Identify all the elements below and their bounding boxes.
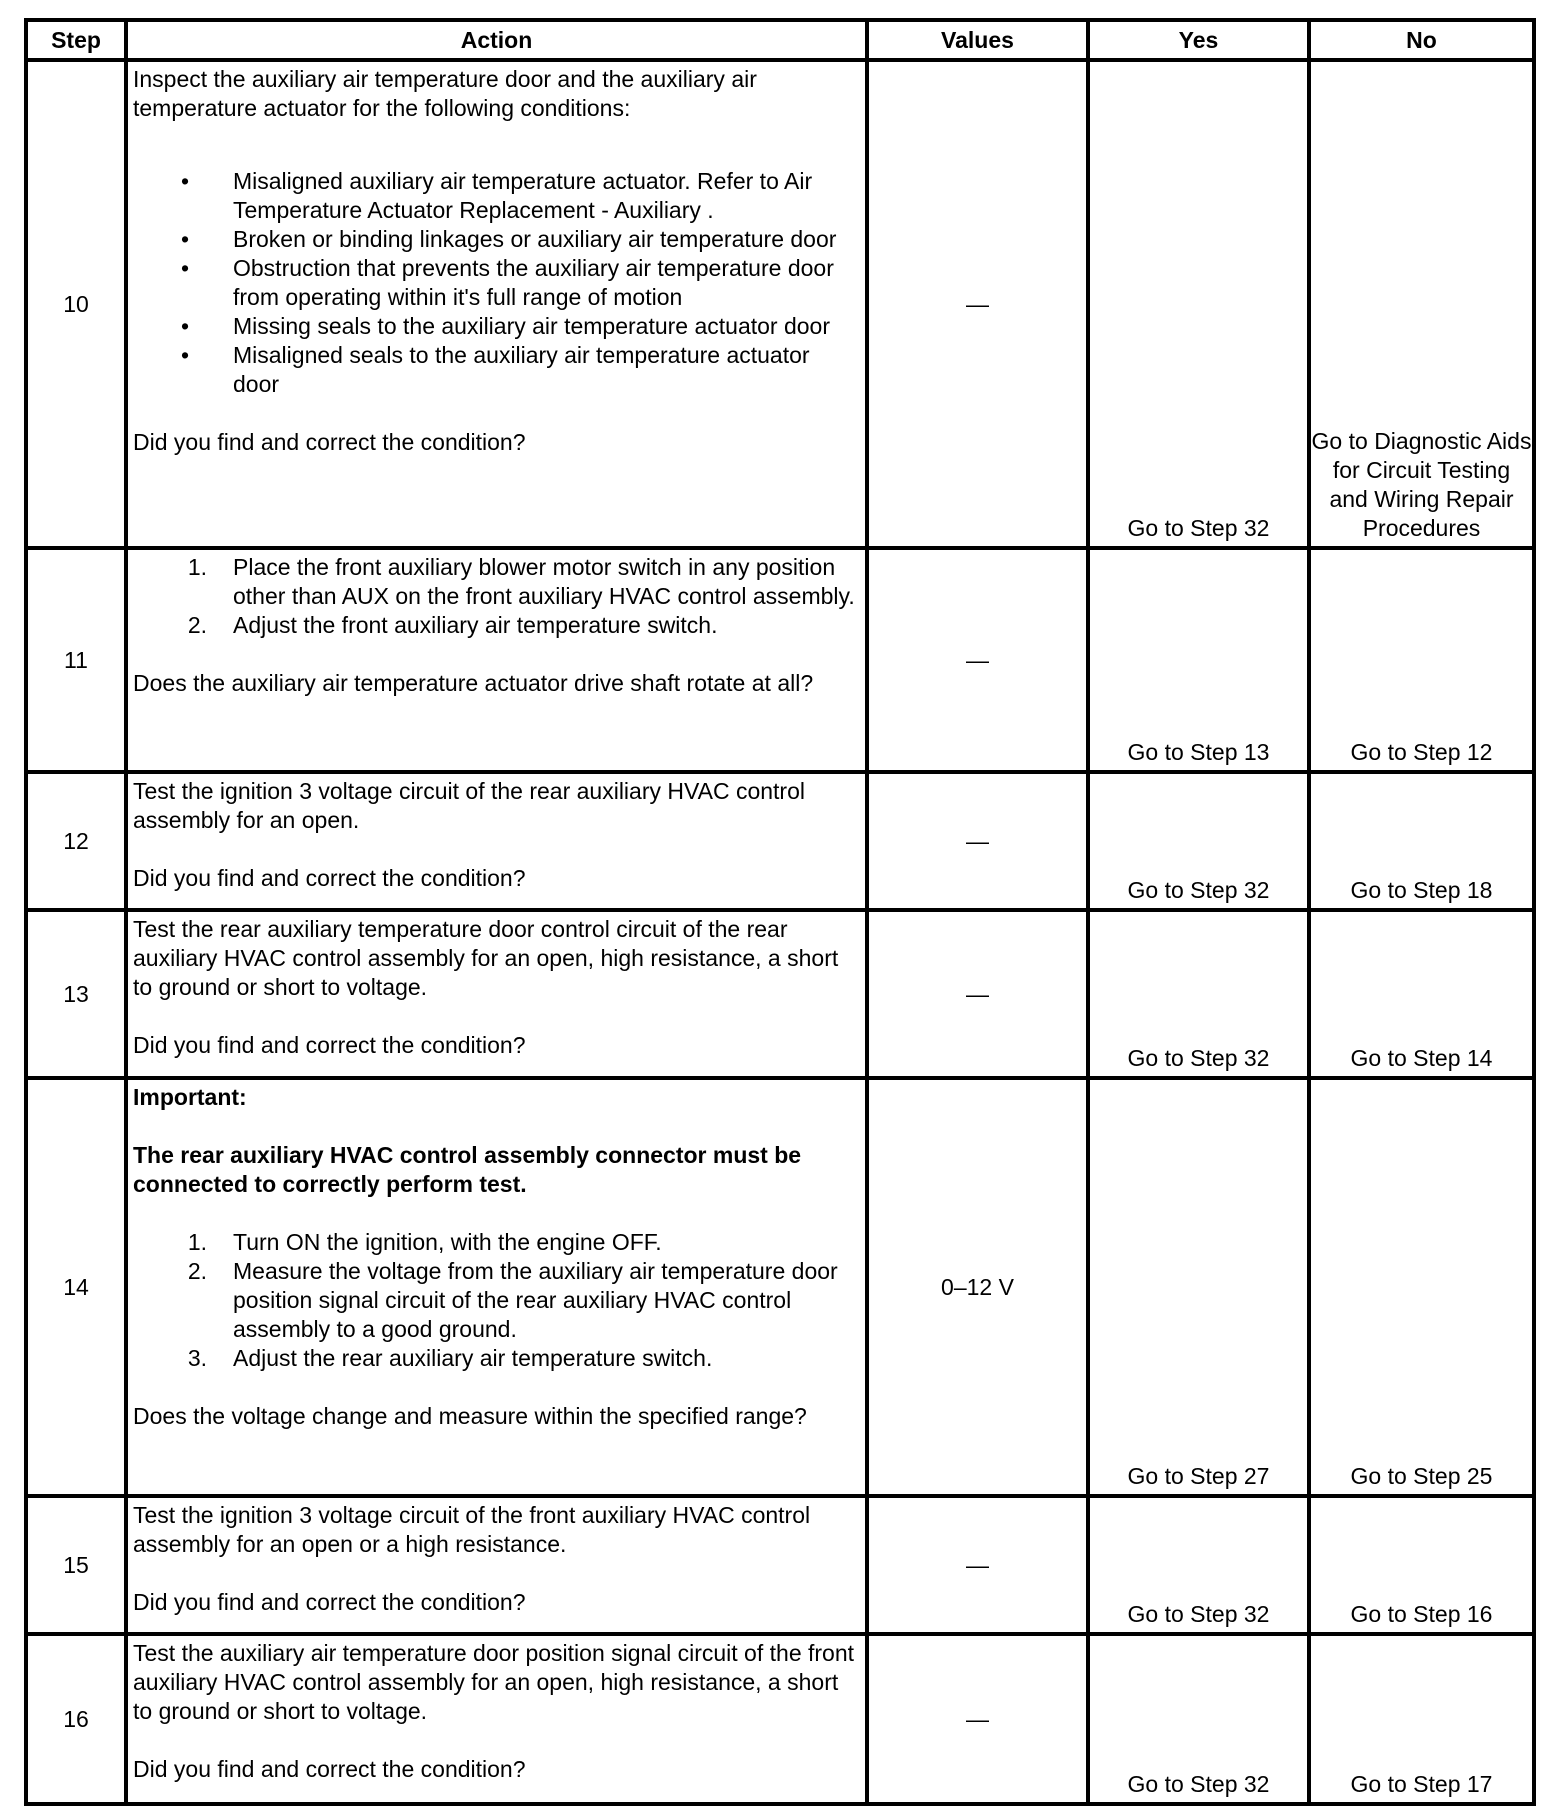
list-item: • Misaligned auxiliary air temperature actuator. Refer to Air Temperature Actuator Replacement - Auxiliary . — [181, 168, 813, 223]
header-no: No — [1309, 20, 1534, 60]
header-values: Values — [867, 20, 1088, 60]
step-number: 14 — [26, 1078, 126, 1496]
list-item: • Missing seals to the auxiliary air temperature actuator door — [181, 313, 831, 339]
action-intro: Test the ignition 3 voltage circuit of the rear auxiliary HVAC control assembly for an open. — [133, 778, 805, 833]
list-item: 2 . Adjust the front auxiliary air temperature switch. — [133, 611, 861, 640]
list-item: 1 . Turn ON the ignition, with the engine OFF. — [133, 1228, 861, 1257]
value-cell: — — [867, 772, 1088, 910]
value-cell: — — [867, 1496, 1088, 1634]
no-cell: Go to Step 16 — [1309, 1496, 1534, 1634]
action-question: Did you find and correct the condition? — [133, 1589, 526, 1615]
yes-cell: Go to Step 32 — [1088, 1634, 1309, 1804]
step-list — [133, 1228, 861, 1373]
step-number: 16 — [26, 1634, 126, 1804]
step-number: 11 — [26, 548, 126, 772]
action-question: Did you find and correct the condition? — [133, 865, 526, 891]
no-cell: Go to Step 12 — [1309, 548, 1534, 772]
list-item: 3 . Adjust the rear auxiliary air temperature switch. — [133, 1344, 861, 1373]
step-number: 13 — [26, 910, 126, 1078]
action-question: Did you find and correct the condition? — [133, 1756, 526, 1782]
action-cell — [126, 60, 867, 548]
action-intro: Test the auxiliary air temperature door position signal circuit of the front auxiliary HVAC control assembly for an open, high resistance, a short to ground or short to voltage. — [133, 1640, 855, 1724]
action-cell — [126, 772, 867, 910]
step-number: 12 — [26, 772, 126, 910]
list-item: • Obstruction that prevents the auxiliary air temperature door from operating within it's full range of motion — [181, 255, 834, 310]
action-question: Did you find and correct the condition? — [133, 1032, 526, 1058]
action-cell — [126, 1078, 867, 1496]
no-cell: Go to Diagnostic Aids for Circuit Testing and Wiring Repair Procedures — [1309, 60, 1534, 548]
value-cell: — — [867, 1634, 1088, 1804]
bullet-icon: • — [181, 226, 190, 252]
table-row — [26, 1078, 1534, 1496]
no-cell: Go to Step 14 — [1309, 910, 1534, 1078]
list-item: 2 . Measure the voltage from the auxiliary air temperature door position signal circuit of the rear auxiliary HVAC control assembly to a good ground. — [133, 1257, 861, 1344]
header-step: Step — [26, 20, 126, 60]
value-cell: — — [867, 910, 1088, 1078]
action-cell — [126, 1496, 867, 1634]
yes-cell: Go to Step 32 — [1088, 772, 1309, 910]
table-row — [26, 1634, 1534, 1804]
action-question: Did you find and correct the condition? — [133, 429, 526, 455]
no-cell: Go to Step 17 — [1309, 1634, 1534, 1804]
list-item: • Misaligned seals to the auxiliary air temperature actuator door — [181, 342, 810, 397]
yes-cell: Go to Step 27 — [1088, 1078, 1309, 1496]
diagnostic-table — [24, 18, 1536, 1806]
condition-list — [133, 167, 861, 399]
bullet-icon: • — [181, 255, 190, 281]
table-row — [26, 548, 1534, 772]
value-cell: — — [867, 60, 1088, 548]
table-row — [26, 60, 1534, 548]
table-row — [26, 910, 1534, 1078]
action-question: Does the voltage change and measure within the specified range? — [133, 1403, 807, 1429]
yes-cell: Go to Step 32 — [1088, 910, 1309, 1078]
action-intro: Test the rear auxiliary temperature door control circuit of the rear auxiliary HVAC control assembly for an open, high resistance, a short to ground or short to voltage. — [133, 916, 839, 1000]
action-cell — [126, 910, 867, 1078]
action-cell — [126, 548, 867, 772]
header-row — [26, 20, 1534, 60]
list-item: 1 . Place the front auxiliary blower motor switch in any position other than AUX on the front auxiliary HVAC control assembly. — [133, 553, 861, 611]
bullet-icon: • — [181, 313, 190, 339]
no-cell: Go to Step 25 — [1309, 1078, 1534, 1496]
action-intro: Inspect the auxiliary air temperature door and the auxiliary air temperature actuator for the following conditions: — [133, 66, 757, 121]
bullet-icon: • — [181, 342, 190, 368]
header-yes: Yes — [1088, 20, 1309, 60]
no-cell: Go to Step 18 — [1309, 772, 1534, 910]
value-cell: 0–12 V — [867, 1078, 1088, 1496]
yes-cell: Go to Step 32 — [1088, 60, 1309, 548]
action-intro: Test the ignition 3 voltage circuit of the front auxiliary HVAC control assembly for an open or a high resistance. — [133, 1502, 811, 1557]
action-question: Does the auxiliary air temperature actuator drive shaft rotate at all? — [133, 670, 814, 696]
step-number: 15 — [26, 1496, 126, 1634]
value-cell: — — [867, 548, 1088, 772]
bullet-icon: • — [181, 168, 190, 194]
yes-cell: Go to Step 13 — [1088, 548, 1309, 772]
list-item: • Broken or binding linkages or auxiliary air temperature door — [181, 226, 837, 252]
important-label: Important: — [133, 1084, 247, 1110]
yes-cell: Go to Step 32 — [1088, 1496, 1309, 1634]
action-cell — [126, 1634, 867, 1804]
table-row — [26, 1496, 1534, 1634]
step-list — [133, 553, 861, 640]
important-note: The rear auxiliary HVAC control assembly connector must be connected to correctly perform test. — [133, 1142, 802, 1197]
header-action: Action — [126, 20, 867, 60]
step-number: 10 — [26, 60, 126, 548]
table-row — [26, 772, 1534, 910]
